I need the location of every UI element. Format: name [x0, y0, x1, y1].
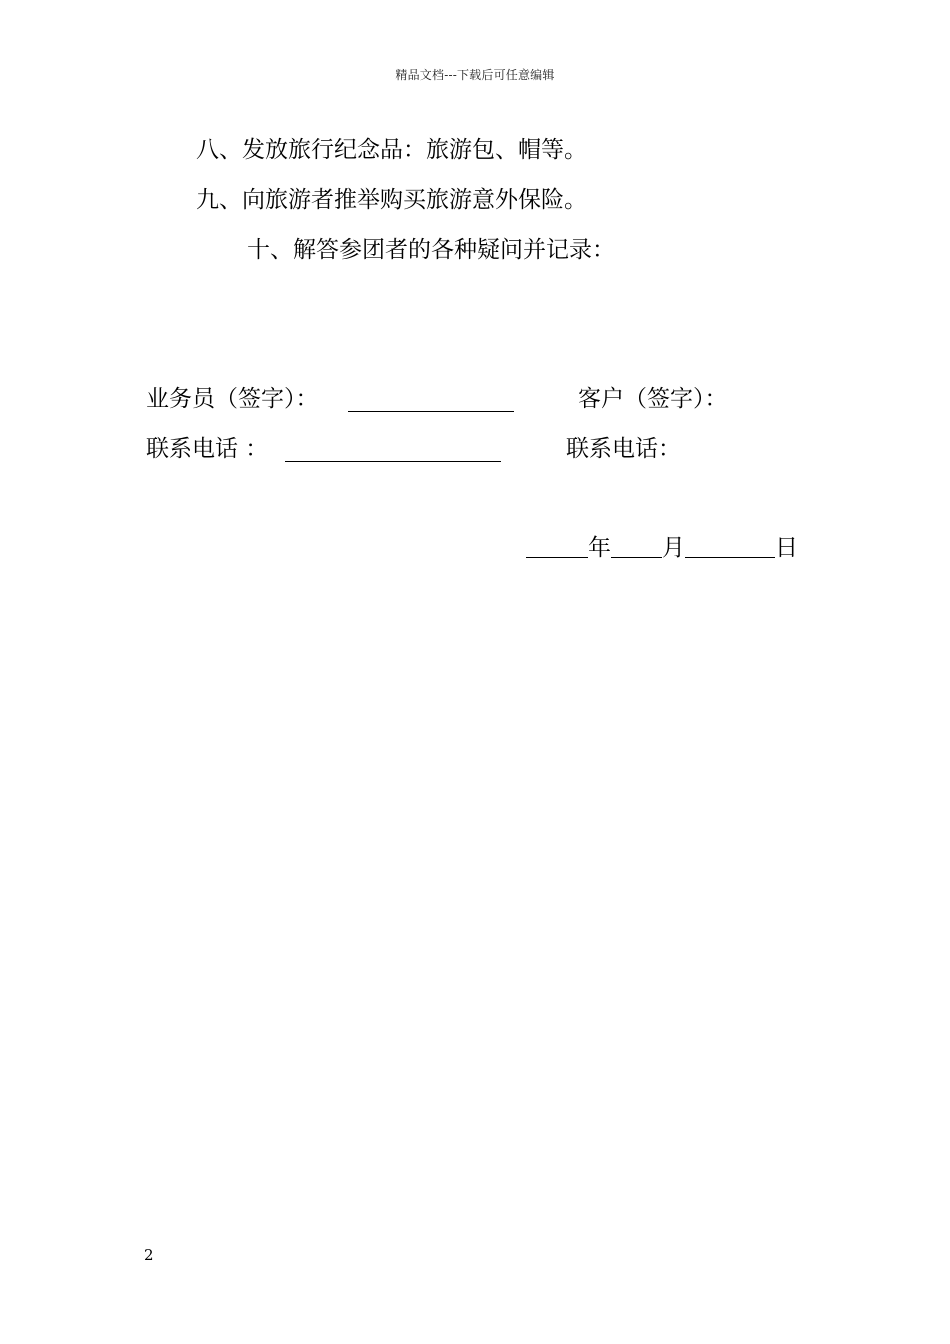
- day-blank[interactable]: [685, 535, 775, 558]
- list-item-8: 八、发放旅行纪念品：旅游包、帽等。: [196, 137, 587, 163]
- salesman-signature-line[interactable]: [348, 389, 514, 412]
- year-label: 年: [588, 535, 611, 561]
- list-item-9: 九、向旅游者推举购买旅游意外保险。: [196, 187, 587, 213]
- day-label: 日: [775, 535, 798, 561]
- client-phone-label: 联系电话：: [566, 436, 681, 462]
- salesman-phone-line[interactable]: [285, 439, 501, 462]
- client-signature-label: 客户（签字）：: [578, 386, 728, 412]
- month-blank[interactable]: [611, 535, 662, 558]
- page-header: 精品文档---下载后可任意编辑: [395, 68, 555, 82]
- list-item-10: 十、解答参团者的各种疑问并记录：: [247, 237, 615, 263]
- page-number: 2: [144, 1246, 154, 1264]
- month-label: 月: [662, 535, 685, 561]
- salesman-phone-label: 联系电话 ：: [146, 436, 269, 462]
- year-blank[interactable]: [526, 535, 588, 558]
- date-line: [526, 533, 798, 563]
- salesman-signature-label: 业务员（签字）：: [146, 386, 319, 412]
